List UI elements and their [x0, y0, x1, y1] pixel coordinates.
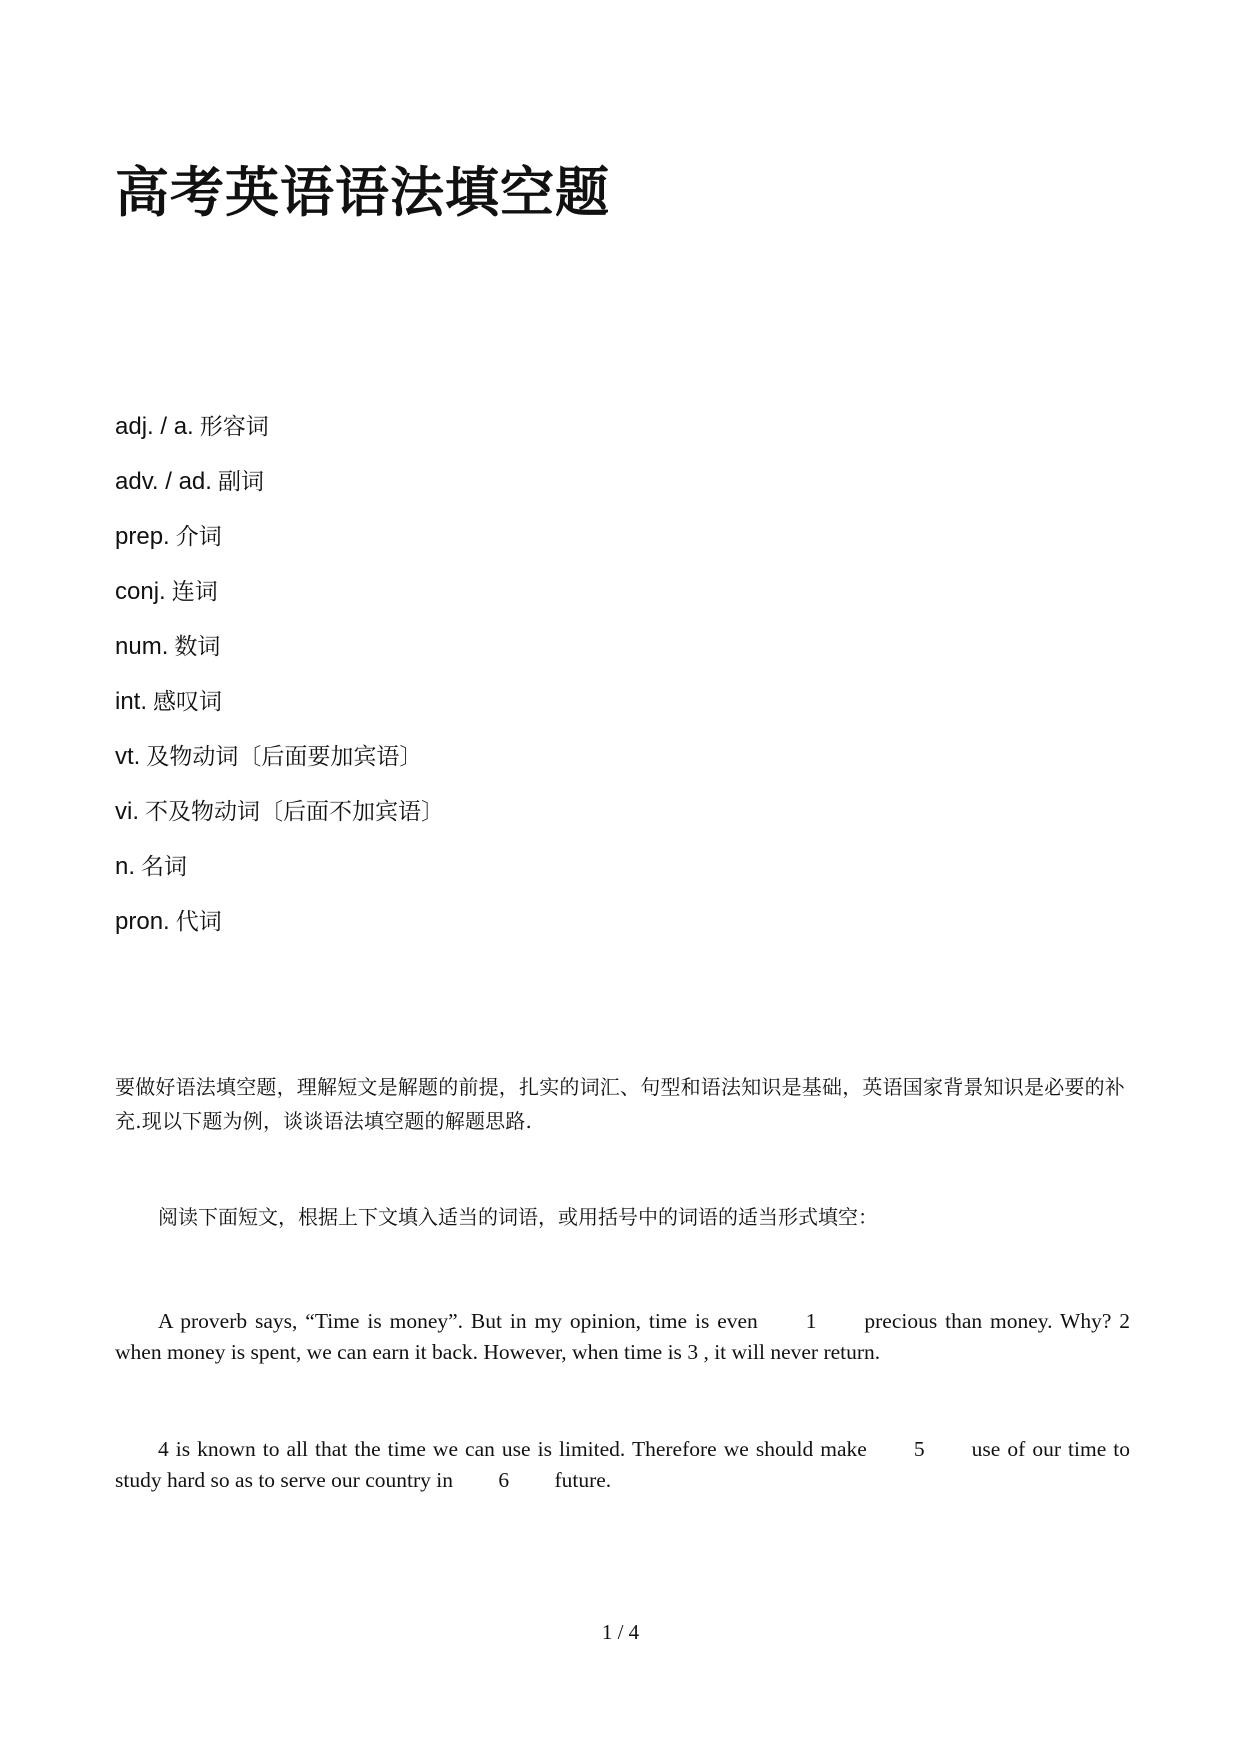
list-item — [115, 467, 444, 522]
intro-paragraph: 要做好语法填空题，理解短文是解题的前提，扎实的词汇、句型和语法知识是基础，英语国家背景知识是必要的补充.现以下题为例，谈谈语法填空题的解题思路. — [115, 1075, 1125, 1133]
pos-meaning: 介词 — [175, 524, 222, 550]
page-number: 1 / 4 — [601, 1620, 640, 1644]
blank-number: 6 — [498, 1468, 510, 1492]
passage-text: when money is spent, we can earn it back. However, when time is — [115, 1340, 682, 1364]
list-item — [115, 687, 444, 742]
pos-meaning: 数词 — [174, 634, 221, 660]
blank-number: 4 — [158, 1437, 169, 1461]
list-item — [115, 522, 444, 577]
pos-abbreviation: vi. — [115, 798, 139, 825]
pos-meaning: 名词 — [141, 854, 188, 880]
blank-number: 1 — [805, 1309, 817, 1333]
passage-paragraph-1 — [115, 1306, 1130, 1368]
instruction-paragraph: 阅读下面短文，根据上下文填入适当的词语，或用括号中的词语的适当形式填空： — [158, 1205, 878, 1229]
pos-abbreviation: conj. — [115, 578, 166, 605]
pos-abbreviation: adv. / ad. — [115, 468, 212, 495]
page-title: 高考英语语法填空题 — [115, 160, 610, 224]
pos-meaning: 感叹词 — [153, 689, 223, 715]
blank-number: 3 — [687, 1340, 699, 1364]
list-item — [115, 577, 444, 632]
blank-number: 5 — [913, 1437, 925, 1461]
pos-meaning: 连词 — [171, 579, 218, 605]
passage-text: precious than money. Why? — [864, 1309, 1112, 1333]
pos-abbreviation: vt. — [115, 743, 141, 770]
pos-abbreviation: n. — [115, 853, 136, 880]
passage-text: future. — [554, 1468, 612, 1492]
passage-text: , it will never return. — [703, 1340, 881, 1364]
list-item — [115, 412, 444, 467]
list-item — [115, 797, 444, 852]
passage-text: use of our time to study hard so as to serve our country in — [115, 1437, 1131, 1492]
blank-number: 2 — [1119, 1309, 1131, 1333]
pos-abbreviation: int. — [115, 688, 148, 715]
pos-abbreviation: prep. — [115, 523, 170, 550]
pos-abbreviation: adj. / a. — [115, 413, 194, 440]
pos-meaning: 及物动词〔后面要加宾语〕 — [146, 744, 423, 770]
list-item — [115, 907, 444, 962]
list-item — [115, 632, 444, 687]
passage-text: is known to all that the time we can use is limited. Therefore we should make — [175, 1437, 867, 1461]
list-item — [115, 742, 444, 797]
list-item — [115, 852, 444, 907]
passage-paragraph-2 — [115, 1434, 1130, 1496]
pos-meaning: 形容词 — [199, 414, 269, 440]
pos-meaning: 副词 — [217, 469, 264, 495]
parts-of-speech-list — [115, 412, 444, 962]
pos-abbreviation: num. — [115, 633, 169, 660]
passage-text: A proverb says, “Time is money”. But in my opinion, time is even — [158, 1309, 758, 1333]
pos-meaning: 不及物动词〔后面不加宾语〕 — [145, 799, 444, 825]
pos-abbreviation: pron. — [115, 908, 170, 935]
pos-meaning: 代词 — [175, 909, 222, 935]
